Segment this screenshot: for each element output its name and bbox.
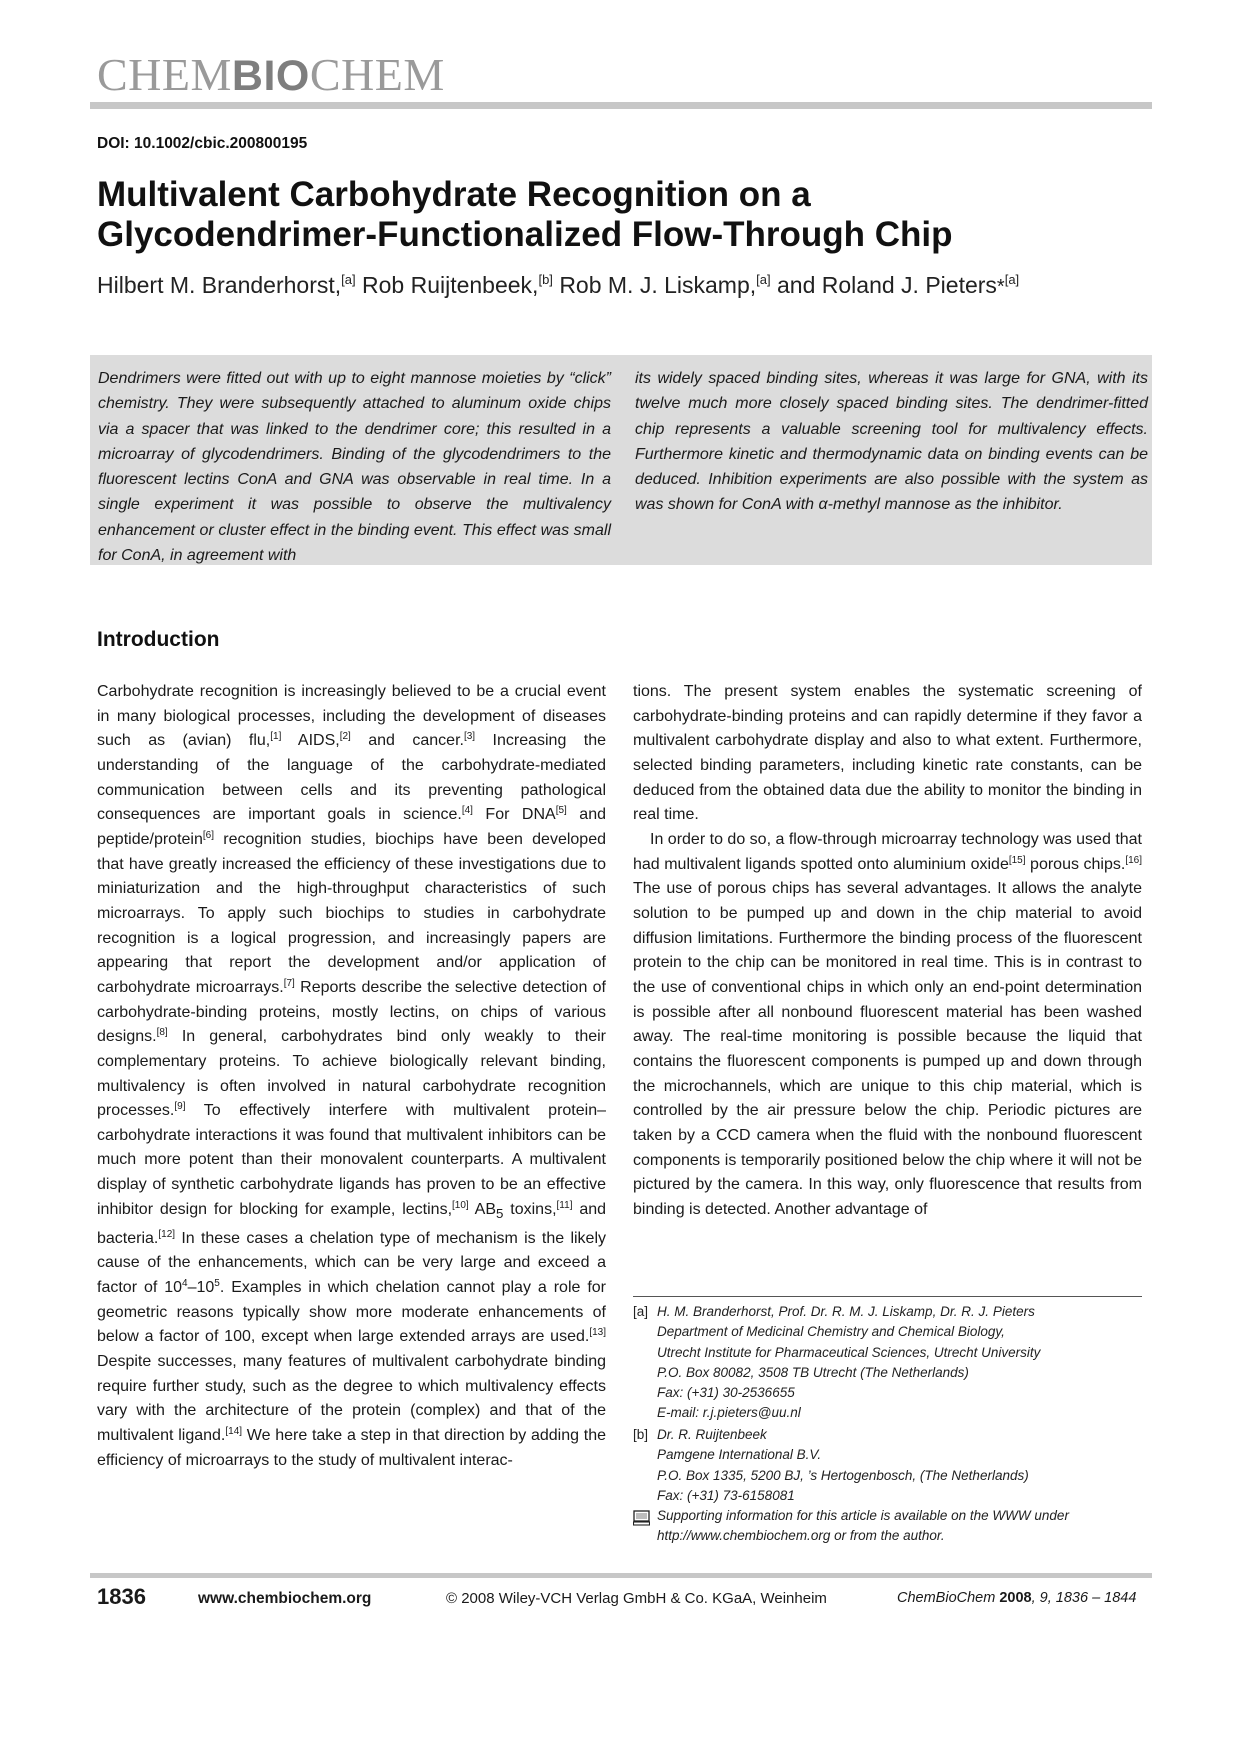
citation-marker: [4]: [461, 805, 473, 817]
citation-marker: [12]: [158, 1228, 176, 1240]
text-run: For DNA: [472, 806, 556, 824]
text-run: porous chips.: [1025, 855, 1126, 873]
citation-marker: [9]: [174, 1101, 186, 1113]
article-title-line-1: Multivalent Carbohydrate Recognition on a: [97, 175, 811, 214]
citation-marker: [3]: [463, 731, 476, 743]
footnote-line: Fax: (+31) 73-6158081: [657, 1487, 795, 1503]
article-title-line-2: Glycodendrimer-Functionalized Flow-Through Chip: [97, 215, 953, 254]
text-run: Reports describe the selective detection of carbohydrate-binding proteins, mostly lectins, on chips of various designs.: [97, 978, 606, 1046]
article-title: [97, 175, 1147, 255]
copyright-notice: © 2008 Wiley-VCH Verlag GmbH & Co. KGaA, Weinheim: [446, 1590, 827, 1607]
author-name: Rob M. J. Liskamp,: [559, 272, 757, 298]
abstract-right-column: its widely spaced binding sites, whereas it was large for GNA, with its twelve much more closely spaced binding sites. The dendrimer-fitted chip represents a valuable screening tool for multivalency effects. Furthermore kinetic and thermodynamic data on binding events can be deduced. Inhibition experiments are also possible with the system as was shown for ConA with α-methyl mannose as the inhibitor.: [635, 370, 1148, 514]
text-run: We here take a step in that direction by adding the efficiency of microarrays to the study of multivalent interac-: [97, 1426, 606, 1469]
citation-marker: [10]: [452, 1199, 469, 1211]
footnote-line: Utrecht Institute for Pharmaceutical Sciences, Utrecht University: [657, 1344, 1041, 1360]
page-number: 1836: [97, 1584, 146, 1609]
citation-marker: [7]: [283, 977, 295, 989]
citation-marker: [11]: [556, 1199, 573, 1211]
doi: DOI: 10.1002/cbic.200800195: [97, 135, 308, 152]
text-run: To effectively interfere with multivalent protein–carbohydrate interactions it was found that multivalent inhibitors can be much more potent than their monovalent counterparts. A multivalent display of synthetic carbohydrate ligands has proven to be an effective inhibitor design for blocking for example, lectins,: [97, 1102, 606, 1218]
author-affiliation: [a]: [1004, 272, 1020, 287]
text-run: Increasing the understanding of the language of the carbohydrate-mediated communication between cells and its preventing pathological consequences are important goals in science.: [97, 732, 607, 824]
text-run: AIDS,: [281, 732, 340, 750]
text-run: In order to do so, a flow-through microarray technology was used that had multivalent ligands spotted onto aluminium oxide: [633, 831, 1142, 873]
journal-logo-chem-1: CHEM: [97, 49, 232, 100]
supporting-information-link[interactable]: http://www.chembiochem.org or from the author.: [657, 1528, 945, 1544]
citation-marker: 5: [214, 1277, 220, 1289]
supporting-information-line: Supporting information for this article is available on the WWW under: [657, 1508, 1069, 1523]
author-name: and Roland J. Pieters: [777, 272, 997, 298]
author-name: Hilbert M. Branderhorst,: [97, 272, 342, 298]
supporting-information-note: [633, 1506, 1142, 1547]
citation-marker: [16]: [1125, 854, 1142, 866]
citation-journal: ChemBioChem: [897, 1590, 1000, 1606]
footnote-label: [a]: [633, 1304, 649, 1319]
text-run: tions. The present system enables the systematic screening of carbohydrate-binding proteins and can rapidly determine if they favor a multivalent carbohydrate display and also to what extent. Furthermore, selected binding parameters, including kinetic rate constants, can be deduced from the obtained data due the ability to monitor the binding in real time.: [633, 683, 1142, 824]
footnote-email: E-mail: r.j.pieters@uu.nl: [657, 1405, 801, 1421]
text-run: toxins,: [503, 1200, 557, 1218]
citation-marker: [5]: [555, 805, 567, 817]
citation-marker: [1]: [270, 731, 282, 743]
text-run: In general, carbohydrates bind only weakly to their complementary proteins. To achieve biologically relevant binding, multivalency is often involved in natural carbohydrate recognition processes.: [97, 1028, 606, 1120]
subscript: 5: [496, 1205, 504, 1221]
author-affiliation: [b]: [538, 272, 553, 287]
journal-logo-chem-2: CHEM: [309, 49, 445, 100]
corresponding-author-marker: *: [996, 276, 1005, 298]
footnote-line: H. M. Branderhorst, Prof. Dr. R. M. J. Liskamp, Dr. R. J. Pieters: [657, 1304, 1035, 1319]
journal-citation: [897, 1590, 1136, 1606]
footnote-rule: [633, 1296, 1142, 1297]
citation-marker: [14]: [225, 1425, 243, 1437]
journal-logo: [97, 49, 445, 100]
text-run: and cancer.: [350, 732, 464, 750]
text-run: In these cases a chelation type of mechanism is the likely cause of the enhancements, which can be very large and exceed a factor of 10: [97, 1229, 606, 1296]
section-heading-introduction: Introduction: [97, 628, 220, 651]
citation-volume-pages: , 9, 1836 – 1844: [1031, 1590, 1137, 1606]
citation-marker: 4: [182, 1277, 188, 1289]
text-run: The use of porous chips has several advantages. It allows the analyte solution to be pumped up and down in the chip material to avoid diffusion limitations. Furthermore the binding process of the fluorescent protein to the chip can be monitored in real time. This is in contrast to the use of conventional chips in which only an end-point determination is possible after all nonbound fluorescent material has been washed away. The real-time monitoring is possible because the liquid that contains the fluorescent components is pumped up and down through the microchannels, which are unique to this chip material, which is controlled by the air pressure below the chip. Periodic pictures are taken by a CCD camera when the fluid with the nonbound fluorescent components is temporarily positioned below the chip where it will not be pictured by the camera. In this way, only fluorescence that results from binding is detected. Another advantage of: [633, 880, 1142, 1218]
body-text-right-paragraph-1: [633, 680, 1142, 828]
text-run: recognition studies, biochips have been developed that have greatly increased the efficiency of these investigations due to miniaturization and the high-throughput characteristics of such microarrays. To apply such biochips to studies in carbohydrate recognition is a logical progression, and increasingly papers are appearing that report the development and/or application of carbohydrate microarrays.: [97, 830, 606, 996]
citation-marker: [13]: [589, 1327, 606, 1339]
citation-year: 2008: [999, 1590, 1032, 1606]
text-run: Despite successes, many features of multivalent carbohydrate binding require further study, such as the degree to which multivalency effects vary with the architecture of the protein (complex) and that of the multivalent ligand.: [97, 1352, 606, 1444]
journal-url[interactable]: www.chembiochem.org: [198, 1590, 372, 1607]
footer-rule: [90, 1573, 1152, 1578]
journal-logo-bio: BIO: [231, 52, 310, 100]
text-run: and peptide/protein: [97, 806, 607, 848]
text-run: . Examples in which chelation cannot play a role for geometric reasons typically show more moderate enhancements of below a factor of 100, except when large extended arrays are used.: [97, 1278, 607, 1346]
computer-icon: [633, 1510, 650, 1526]
author-affiliation: [a]: [341, 272, 356, 287]
body-text-left-column: [97, 680, 606, 1473]
text-run: and bacteria.: [97, 1200, 607, 1247]
footnote-line: P.O. Box 80082, 3508 TB Utrecht (The Netherlands): [657, 1364, 969, 1380]
author-affiliation: [a]: [756, 272, 771, 287]
citation-marker: [15]: [1008, 854, 1026, 866]
author-list: [97, 272, 1019, 299]
text-run: –10: [187, 1278, 215, 1296]
author-name: Rob Ruijtenbeek,: [362, 272, 539, 298]
footnote-line: P.O. Box 1335, 5200 BJ, ’s Hertogenbosch, (The Netherlands): [657, 1467, 1029, 1483]
header-rule: [90, 102, 1152, 109]
text-run: AB: [468, 1200, 497, 1218]
footnote-line: Fax: (+31) 30-2536655: [657, 1385, 795, 1401]
citation-marker: [6]: [202, 829, 214, 841]
footnote-line: Pamgene International B.V.: [657, 1447, 822, 1463]
citation-marker: [8]: [156, 1027, 168, 1039]
text-run: Carbohydrate recognition is increasingly believed to be a crucial event in many biological processes, including the development of diseases such as (avian) flu,: [97, 683, 606, 750]
citation-marker: [2]: [339, 731, 351, 743]
affiliation-footnote-b: [633, 1425, 1142, 1506]
abstract: [90, 355, 1152, 565]
abstract-left-column: Dendrimers were fitted out with up to eight mannose moieties by “click” chemistry. They were subsequently attached to aluminum oxide chips via a spacer that was linked to the dendrimer core; this resulted in a microarray of glycodendrimers. Binding of the glycodendrimers to the fluorescent lectins ConA and GNA was observable in real time. In a single experiment it was possible to observe the multivalency enhancement or cluster effect in the binding event. This effect was small for ConA, in agreement with: [98, 370, 611, 565]
footnote-label: [b]: [633, 1427, 649, 1442]
affiliation-footnote-a: [633, 1302, 1142, 1424]
footnote-line: Department of Medicinal Chemistry and Chemical Biology,: [657, 1324, 1005, 1340]
body-text-right-paragraph-2: [633, 828, 1142, 1223]
footnote-line: Dr. R. Ruijtenbeek: [657, 1427, 767, 1442]
